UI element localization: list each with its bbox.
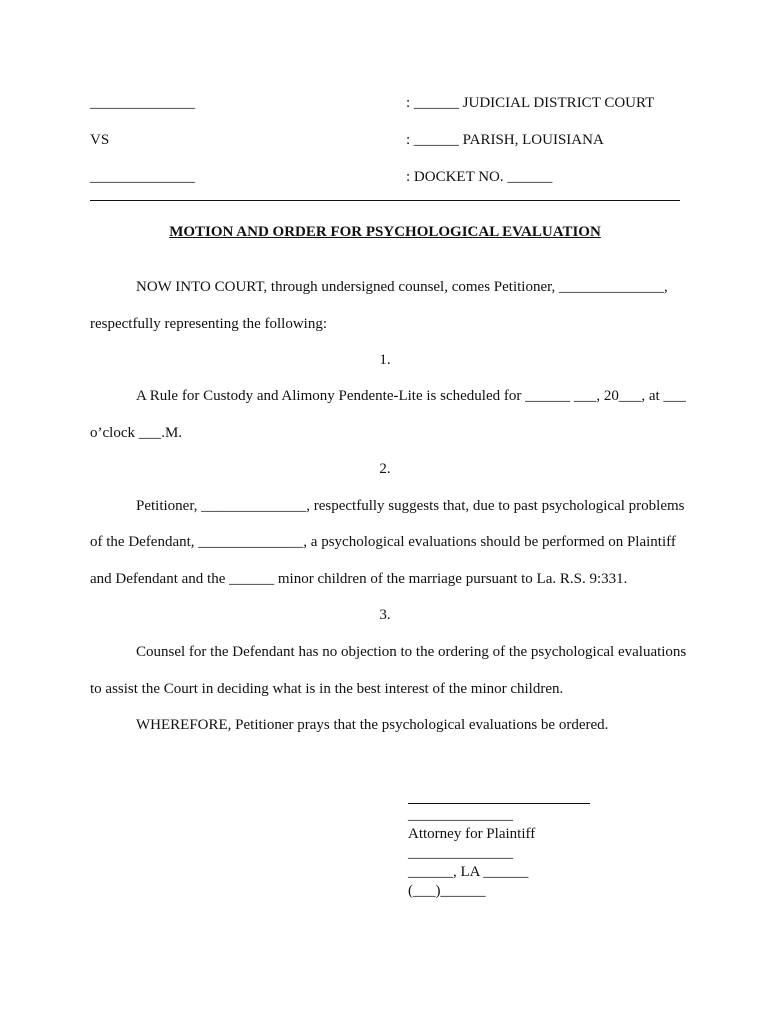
paragraph-1-line-2: o’clock ___.M. (90, 425, 183, 441)
paragraph-3-line-2: to assist the Court in deciding what is in the best interest of the minor children. (90, 681, 564, 697)
parish-line: : ______ PARISH, LOUISIANA (406, 132, 604, 148)
versus-label: VS (90, 132, 110, 148)
intro-line-1: NOW INTO COURT, through undersigned counsel, comes Petitioner, ______________, (136, 279, 668, 295)
attorney-name-blank: ______________ (408, 807, 513, 823)
paragraph-1-line-1: A Rule for Custody and Alimony Pendente-Lite is scheduled for ______ ___, 20___, at ___ (136, 388, 686, 404)
phone-line: (___)______ (408, 883, 486, 899)
paragraph-2-line-2: of the Defendant, ______________, a psychological evaluations should be performed on Plaintiff (90, 534, 676, 550)
prayer-line: WHEREFORE, Petitioner prays that the psychological evaluations be ordered. (136, 717, 609, 733)
party2-blank: ______________ (90, 169, 195, 185)
city-state-line: ______, LA ______ (408, 864, 529, 880)
paragraph-number-2: 2. (379, 461, 391, 477)
paragraph-2-line-3: and Defendant and the ______ minor children of the marriage pursuant to La. R.S. 9:331. (90, 571, 628, 587)
party1-blank: ______________ (90, 95, 195, 111)
docket-line: : DOCKET NO. ______ (406, 169, 553, 185)
paragraph-2-line-1: Petitioner, ______________, respectfully suggests that, due to past psychological problems (136, 498, 685, 514)
paragraph-number-3: 3. (379, 607, 391, 623)
attorney-role: Attorney for Plaintiff (408, 826, 536, 842)
signature-line (408, 803, 590, 804)
document-title: MOTION AND ORDER FOR PSYCHOLOGICAL EVALUATION (169, 224, 601, 240)
paragraph-number-1: 1. (379, 352, 391, 368)
caption-divider (90, 200, 680, 201)
address-blank: ______________ (408, 845, 513, 861)
court-line: : ______ JUDICIAL DISTRICT COURT (406, 95, 655, 111)
intro-line-2: respectfully representing the following: (90, 316, 328, 332)
paragraph-3-line-1: Counsel for the Defendant has no objection to the ordering of the psychological evaluations (136, 644, 687, 660)
